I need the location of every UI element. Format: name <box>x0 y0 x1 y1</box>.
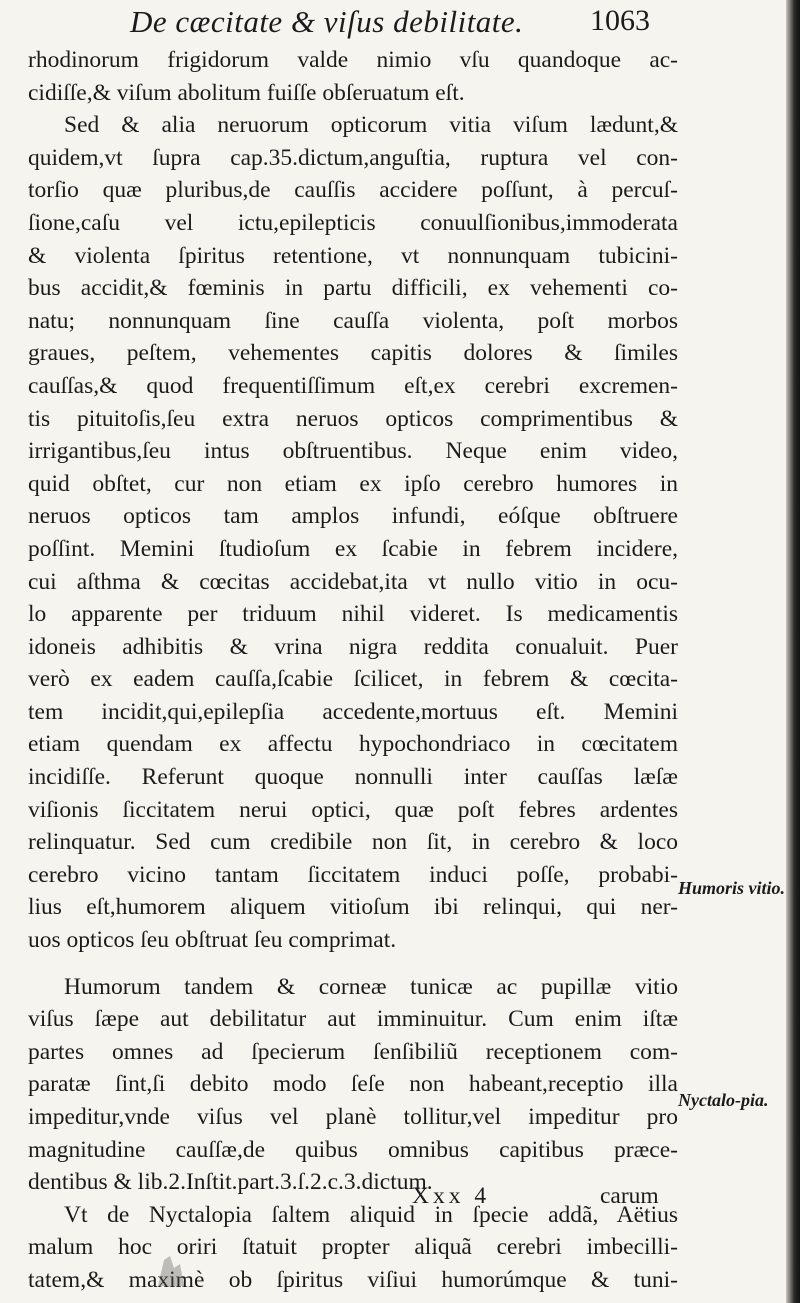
text-line: cerebro vicino tantam ſiccitatem induci poſſe, probabi- <box>28 861 678 888</box>
text-line: partes omnes ad ſpecierum ſenſibiliũ receptionem com- <box>28 1038 678 1065</box>
margin-note-nyctalopia: Nyctalo-pia. <box>678 1090 769 1110</box>
catchword: carum <box>600 1183 659 1209</box>
page-header <box>130 4 650 38</box>
text-line: idoneis adhibitis & vrina nigra reddita conualuit. Puer <box>28 633 678 660</box>
signature-mark: Xxx 4 <box>412 1183 491 1209</box>
text-line: irrigantibus,ſeu intus obſtruentibus. Neque enim video, <box>28 438 678 465</box>
text-line: quidem,vt ſupra cap.35.dictum,anguſtia, ruptura vel con- <box>28 144 678 171</box>
text-line: tem incidit,qui,epilepſia accedente,mortuus eſt. Memini <box>28 698 678 725</box>
text-line: cauſſas,& quod frequentiſſimum eſt,ex cerebri excremen- <box>28 372 678 399</box>
text-line: rhodinorum frigidorum valde nimio vſu quandoque ac- <box>28 47 678 73</box>
running-title: De cæcitate & viſus debilitate. <box>130 4 524 39</box>
text-line: torſio quæ pluribus,de cauſſis accidere poſſunt, à percuſ- <box>28 177 678 204</box>
text-line: & violenta ſpiritus retentione, vt nonnunquam tubicini- <box>28 242 678 269</box>
text-line: Humorum tandem & corneæ tunicæ ac pupillæ vitio <box>64 973 678 1000</box>
paragraph-2 <box>28 109 678 956</box>
text-line: viſus ſæpe aut debilitatur aut imminuitur. Cum enim iſtæ <box>28 1006 678 1033</box>
text-line: quid obſtet, cur non etiam ex ipſo cerebro humores in <box>28 470 678 497</box>
text-line: viſionis ſiccitatem nerui optici, quæ poſt febres ardentes <box>28 796 678 823</box>
text-line: tatem,& maximè ob ſpiritus viſiui humorúmque & tuni- <box>28 1266 678 1293</box>
text-line: natu; nonnunquam ſine cauſſa violenta, poſt morbos <box>28 307 678 334</box>
text-line: poſſint. Memini ſtudioſum ex ſcabie in febrem incidere, <box>28 535 678 562</box>
text-line: etiam quendam ex affectu hypochondriaco in cœcitatem <box>28 731 678 758</box>
paragraph-3 <box>28 971 678 1199</box>
ink-stain-icon <box>150 1250 190 1290</box>
text-line: tis pituitoſis,ſeu extra neruos opticos comprimentibus & <box>28 405 678 432</box>
text-line: bus accidit,& fœminis in partu difficili, ex vehementi co- <box>28 275 678 302</box>
paragraph-gap <box>28 957 678 971</box>
text-line: cidiſſe,& viſum abolitum fuiſſe obſeruatum eſt. <box>28 79 465 106</box>
text-line: impeditur,vnde viſus vel planè tollitur,vel impeditur pro <box>28 1104 678 1130</box>
text-line: dentibus & lib.2.Inſtit.part.3.ſ.2.c.3.dictum. <box>28 1169 433 1196</box>
text-line: lius eſt,humorem aliquem vitioſum ibi relinqui, qui ner- <box>28 894 678 921</box>
paragraph-1 <box>28 44 678 109</box>
text-line: lo apparente per triduum nihil videret. Is medicamentis <box>28 601 678 628</box>
text-line: Vt de Nyctalopia ſaltem aliquid in ſpecie addã, Aëtius <box>64 1201 678 1228</box>
text-line: graues, peſtem, vehementes capitis dolores & ſimiles <box>28 340 678 367</box>
body-text <box>28 44 678 1297</box>
text-line: neruos opticos tam amplos infundi, eóſque obſtruere <box>28 503 678 530</box>
text-line: Sed & alia neruorum opticorum vitia viſum lædunt,& <box>64 112 678 139</box>
text-line: uos opticos ſeu obſtruat ſeu comprimat. <box>28 927 397 954</box>
text-line: verò ex eadem cauſſa,ſcabie ſcilicet, in febrem & cœcita- <box>28 666 678 693</box>
page-number: 1063 <box>590 4 650 37</box>
text-line: ſione,caſu vel ictu,epilepticis conuulſionibus,immoderata <box>28 209 678 236</box>
text-line: malum hoc oriri ſtatuit propter aliquã cerebri imbecilli- <box>28 1234 678 1261</box>
paragraph-4 <box>28 1199 678 1297</box>
text-line: cui aſthma & cœcitas accidebat,ita vt nullo vitio in ocu- <box>28 568 678 595</box>
text-line: relinquatur. Sed cum credibile non ſit, in cerebro & loco <box>28 829 678 856</box>
text-line: magnitudine cauſſæ,de quibus omnibus capitibus præce- <box>28 1136 678 1163</box>
margin-note-humoris: Humoris vitio. <box>678 878 786 898</box>
page-edge-shadow <box>786 0 800 1303</box>
text-line: paratæ ſint,ſi debito modo ſeſe non habeant,receptio illa <box>28 1071 678 1098</box>
text-line: incidiſſe. Referunt quoque nonnulli inter cauſſas læſæ <box>28 764 678 791</box>
